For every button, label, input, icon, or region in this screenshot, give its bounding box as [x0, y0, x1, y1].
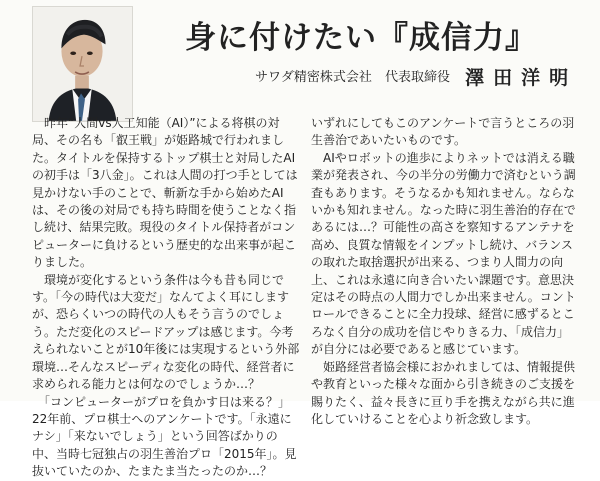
left-paragraph: 「コンピューターがプロを負かす日は来る？」22年前、プロ棋士へのアンケートです。「永遠にナシ」「来ないでしょう」という回答ばかりの中、当時七冠独占の羽生善治プロ「2015年」。見抜いていたのか、たまたま当たったのか…？	[32, 394, 297, 479]
right-paragraph: AIやロボットの進歩によりネットでは消える職業が発表され、今の半分の労働力で済むという調査もあります。そうなるかも知れません。ならないかも知れません。なった時に羽生善治的存在であるには…？可能性の高さを察知するアンテナを高め、良質な情報をインプットし続け、バランスの取れた取捨選択が出来る、つまり人間力の向上、これは永遠に向き合いたい課題です。意思決定はその時点の人間力でしか出来ません。コントロールできることに全力投球、経営に感ずるところなく自分の成功を信じやりきる力、「成信力」が自分には必要であると感じています。	[311, 150, 576, 357]
right-paragraph: 姫路経営者協会様におかれましては、情報提供や教育といった様々な面から引き続きのご支援を賜りたく、益々長きに亘り手を携えながら共に進化していけることを心より祈念致します。	[311, 359, 576, 426]
left-column	[32, 115, 300, 481]
author-name: 澤田洋明	[465, 66, 578, 89]
portrait-photo	[32, 6, 133, 122]
author-role: 代表取締役	[384, 69, 450, 85]
left-paragraph: 昨年“人間vs人工知能（AI）”による将棋の対局、その名も「叡王戦」が姫路城で行われました。タイトルを保持するトップ棋士と対局したAIの初手は「3八金」。これは人間の打つ手としては見かけない手のことで、斬新な手から始めたAIは、その後の対局でも持ち時間を使うことなく指し続け、結果完敗。現役のタイトル保持者がコンピューターに負けるという歴史的な出来事が起こりました。	[32, 116, 298, 270]
right-column	[311, 115, 579, 428]
portrait-illustration	[33, 7, 132, 121]
right-paragraph: いずれにしてもこのアンケートで言うところの羽生善治であいたいものです。	[311, 116, 575, 148]
company-name: サワダ精密株式会社	[255, 69, 372, 85]
left-paragraph: 環境が変化するという条件は今も昔も同じです。「今の時代は大変だ」なんてよく耳にしますが、恐らくいつの時代の人もそう言うのでしょう。ただ変化のスピードアップは感じます。今考えられないことが10年後には実現するという外部環境…そんなスピーディな変化の時代、経営者に求められる能力とは何なのでしょうか…？	[32, 272, 300, 392]
article-title: 身に付けたい『成信力』	[185, 20, 537, 56]
author-byline	[255, 67, 600, 87]
